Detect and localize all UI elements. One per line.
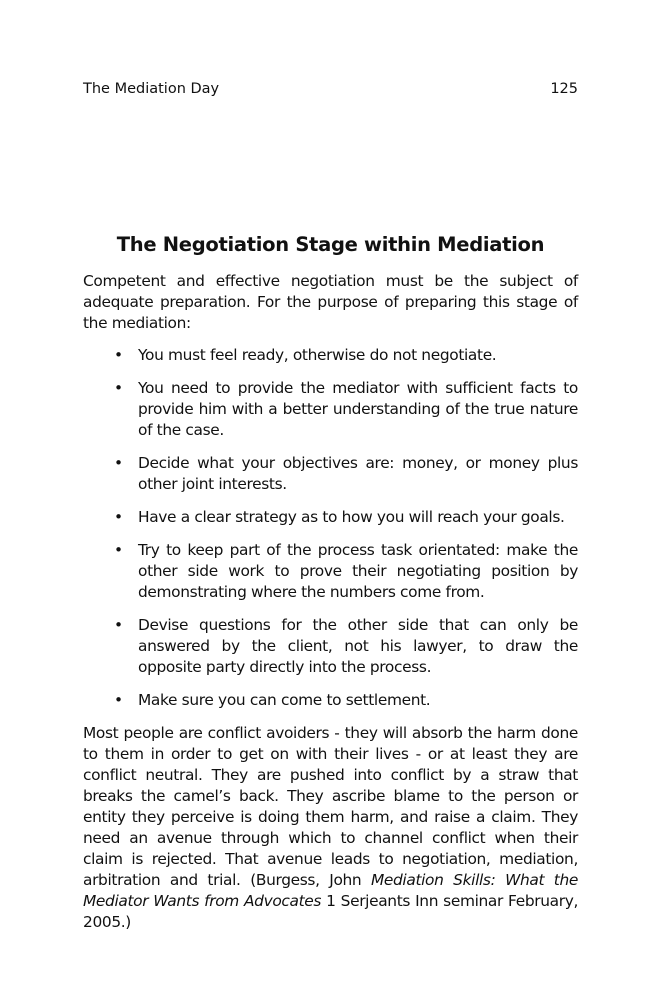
- list-item: [83, 507, 578, 528]
- citation-details: 1 Serjeants Inn seminar February, 2005.): [83, 892, 578, 931]
- page-number: 125: [550, 81, 578, 97]
- intro-paragraph: Competent and effective negotiation must be the subject of adequate preparation. For the purpose of preparing this stage of the mediation:: [83, 272, 578, 332]
- list-item: [83, 690, 578, 711]
- list-item: [83, 345, 578, 366]
- bullet-icon: •: [114, 508, 123, 526]
- list-item-text: You need to provide the mediator with sufficient facts to provide him with a better understanding of the true nature of the case.: [138, 379, 578, 439]
- list-item-text: You must feel ready, otherwise do not negotiate.: [138, 346, 497, 364]
- running-title: The Mediation Day: [83, 81, 220, 97]
- bullet-icon: •: [114, 691, 123, 709]
- list-item-text: Devise questions for the other side that can only be answered by the client, not his lawyer, to draw the opposite party directly into the process.: [138, 616, 578, 676]
- citation-title: Mediation Skills: What the Mediator Wants from Advocates: [83, 871, 578, 910]
- list-item: [83, 615, 578, 678]
- list-item-text: Have a clear strategy as to how you will reach your goals.: [138, 508, 565, 526]
- list-item: [83, 378, 578, 441]
- bullet-icon: •: [114, 379, 123, 397]
- preparation-list: [83, 345, 578, 711]
- list-item: [83, 453, 578, 495]
- list-item-text: Decide what your objectives are: money, or money plus other joint interests.: [138, 454, 578, 493]
- running-header: [83, 81, 578, 103]
- closing-paragraph: [83, 723, 578, 933]
- bullet-icon: •: [114, 454, 123, 472]
- bullet-icon: •: [114, 616, 123, 634]
- section-title: The Negotiation Stage within Mediation: [116, 233, 545, 256]
- section-body: [83, 271, 578, 933]
- closing-text: Most people are conflict avoiders - they will absorb the harm done to them in order to get on with their lives - or at least they are conflict neutral. They are pushed into conflict by a straw that breaks the camel’s back. They ascribe blame to the person or entity they perceive is doing them harm, and raise a claim. They need an avenue through which to channel conflict when their claim is rejected. That avenue leads to negotiation, mediation, arbitration and trial. (Burgess, John: [83, 724, 578, 889]
- list-item: [83, 540, 578, 603]
- list-item-text: Try to keep part of the process task orientated: make the other side work to prove their negotiating position by demonstrating where the numbers come from.: [138, 541, 578, 601]
- list-item-text: Make sure you can come to settlement.: [138, 691, 431, 709]
- bullet-icon: •: [114, 346, 123, 364]
- bullet-icon: •: [114, 541, 123, 559]
